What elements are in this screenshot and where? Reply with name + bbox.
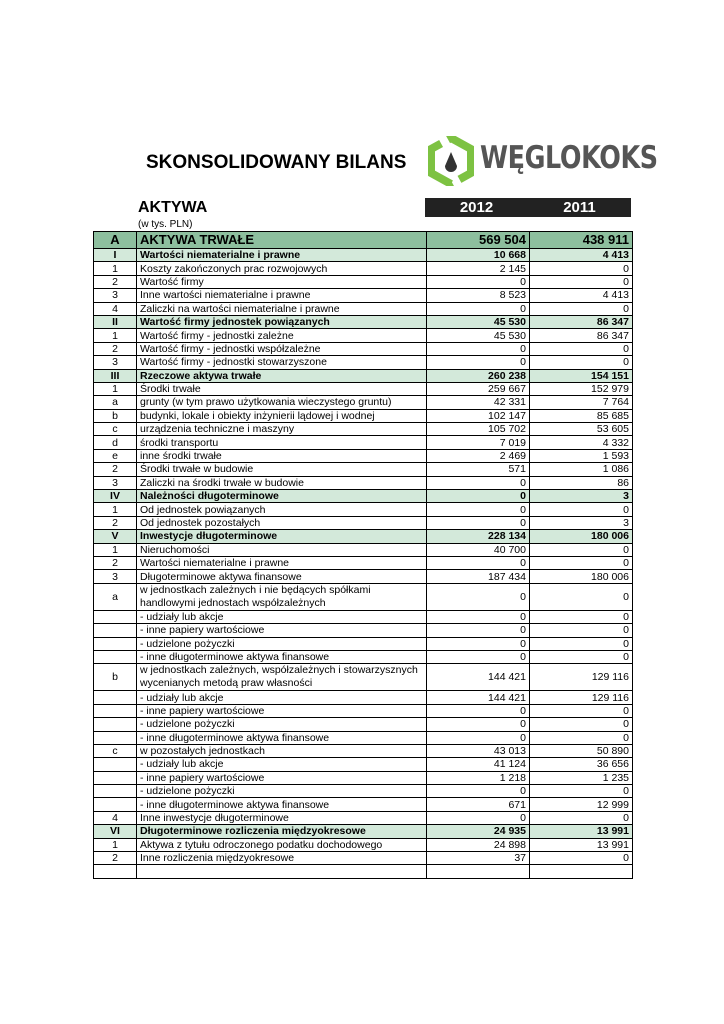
value-2011: 129 116 xyxy=(530,691,633,704)
row-label: - inne papiery wartościowe xyxy=(137,704,427,717)
row-number xyxy=(94,650,137,663)
row-label: w jednostkach zależnych, współzależnych i stowarzysznych wycenianych metodą praw własności xyxy=(137,664,427,691)
row-label: Środki trwałe xyxy=(137,382,427,395)
value-2012: 0 xyxy=(427,718,530,731)
table-row xyxy=(94,302,633,315)
row-label: Nieruchomości xyxy=(137,543,427,556)
table-row xyxy=(94,758,633,771)
row-number: IV xyxy=(94,490,137,503)
logo-text: WĘGLOKOKS xyxy=(480,140,658,176)
value-2011: 86 347 xyxy=(530,329,633,342)
value-2011: 4 332 xyxy=(530,436,633,449)
value-2012: 569 504 xyxy=(427,232,530,249)
row-label: Wartość firmy - jednostki współzależne xyxy=(137,342,427,355)
value-2012: 37 xyxy=(427,852,530,865)
value-2012: 43 013 xyxy=(427,744,530,757)
row-number: 2 xyxy=(94,852,137,865)
row-label: Należności długoterminowe xyxy=(137,490,427,503)
value-2012: 1 218 xyxy=(427,771,530,784)
row-number: c xyxy=(94,423,137,436)
table-row xyxy=(94,275,633,288)
table-row xyxy=(94,356,633,369)
row-number: 3 xyxy=(94,476,137,489)
value-2011: 0 xyxy=(530,543,633,556)
row-label: Zaliczki na wartości niematerialne i prawne xyxy=(137,302,427,315)
row-number: 1 xyxy=(94,838,137,851)
table-row xyxy=(94,490,633,503)
value-2012: 0 xyxy=(427,811,530,824)
value-2011: 0 xyxy=(530,785,633,798)
value-2011: 438 911 xyxy=(530,232,633,249)
value-2011: 180 006 xyxy=(530,530,633,543)
value-2011: 1 235 xyxy=(530,771,633,784)
table-row xyxy=(94,785,633,798)
row-number: 2 xyxy=(94,516,137,529)
row-number: 3 xyxy=(94,570,137,583)
row-label: budynki, lokale i obiekty inżynierii lądowej i wodnej xyxy=(137,409,427,422)
value-2012: 0 xyxy=(427,476,530,489)
row-label: urządzenia techniczne i maszyny xyxy=(137,423,427,436)
value-2012: 105 702 xyxy=(427,423,530,436)
year-2011: 2011 xyxy=(563,199,596,216)
value-2011: 4 413 xyxy=(530,249,633,262)
value-2011: 86 347 xyxy=(530,315,633,328)
row-number: c xyxy=(94,744,137,757)
row-label: Inne inwestycje długoterminowe xyxy=(137,811,427,824)
table-row xyxy=(94,664,633,691)
row-number xyxy=(94,771,137,784)
row-number xyxy=(94,865,137,878)
row-number xyxy=(94,758,137,771)
value-2012: 10 668 xyxy=(427,249,530,262)
table-row xyxy=(94,342,633,355)
value-2011: 0 xyxy=(530,650,633,663)
row-number: 2 xyxy=(94,556,137,569)
value-2012: 0 xyxy=(427,624,530,637)
table-row xyxy=(94,650,633,663)
value-2011: 85 685 xyxy=(530,409,633,422)
value-2012: 187 434 xyxy=(427,570,530,583)
value-2012: 0 xyxy=(427,302,530,315)
row-number: 4 xyxy=(94,811,137,824)
value-2011: 0 xyxy=(530,731,633,744)
row-label: Wartość firmy - jednostki stowarzyszone xyxy=(137,356,427,369)
row-number xyxy=(94,691,137,704)
row-number: 4 xyxy=(94,302,137,315)
row-label: Długoterminowe aktywa finansowe xyxy=(137,570,427,583)
row-label: - inne długoterminowe aktywa finansowe xyxy=(137,650,427,663)
row-number xyxy=(94,718,137,731)
value-2011: 7 764 xyxy=(530,396,633,409)
value-2012 xyxy=(427,865,530,878)
table-row xyxy=(94,423,633,436)
table-row xyxy=(94,825,633,838)
row-label: - inne długoterminowe aktywa finansowe xyxy=(137,731,427,744)
row-label: Od jednostek pozostałych xyxy=(137,516,427,529)
table-row xyxy=(94,691,633,704)
row-number: 3 xyxy=(94,356,137,369)
row-label: - udzielone pożyczki xyxy=(137,637,427,650)
row-label: Wartości niematerialne i prawne xyxy=(137,249,427,262)
row-number: b xyxy=(94,409,137,422)
table-row xyxy=(94,704,633,717)
row-number xyxy=(94,610,137,623)
value-2012: 45 530 xyxy=(427,329,530,342)
row-label: Wartość firmy - jednostki zależne xyxy=(137,329,427,342)
table-row xyxy=(94,865,633,878)
table-row xyxy=(94,409,633,422)
table-row xyxy=(94,798,633,811)
value-2012: 259 667 xyxy=(427,382,530,395)
value-2011: 3 xyxy=(530,490,633,503)
table-row xyxy=(94,329,633,342)
value-2012: 0 xyxy=(427,516,530,529)
table-row xyxy=(94,516,633,529)
value-2012: 8 523 xyxy=(427,289,530,302)
table-row xyxy=(94,583,633,610)
value-2012: 24 935 xyxy=(427,825,530,838)
value-2012: 0 xyxy=(427,704,530,717)
value-2012: 40 700 xyxy=(427,543,530,556)
row-label: Środki trwałe w budowie xyxy=(137,463,427,476)
value-2011: 0 xyxy=(530,583,633,610)
row-number xyxy=(94,785,137,798)
value-2012: 144 421 xyxy=(427,664,530,691)
year-2012: 2012 xyxy=(459,199,494,216)
value-2011: 0 xyxy=(530,637,633,650)
value-2011: 0 xyxy=(530,704,633,717)
row-label xyxy=(137,865,427,878)
row-number: d xyxy=(94,436,137,449)
value-2012: 0 xyxy=(427,275,530,288)
table-row xyxy=(94,476,633,489)
row-number: 1 xyxy=(94,503,137,516)
value-2012: 0 xyxy=(427,342,530,355)
row-number xyxy=(94,624,137,637)
row-label: - udziały lub akcje xyxy=(137,610,427,623)
value-2011: 0 xyxy=(530,852,633,865)
table-row xyxy=(94,852,633,865)
value-2012: 0 xyxy=(427,583,530,610)
value-2012: 2 145 xyxy=(427,262,530,275)
row-number: 1 xyxy=(94,262,137,275)
value-2011: 0 xyxy=(530,610,633,623)
row-label: Wartości niematerialne i prawne xyxy=(137,556,427,569)
row-label: - inne papiery wartościowe xyxy=(137,624,427,637)
table-row xyxy=(94,838,633,851)
table-row xyxy=(94,610,633,623)
value-2011: 1 593 xyxy=(530,449,633,462)
value-2012: 102 147 xyxy=(427,409,530,422)
row-number: b xyxy=(94,664,137,691)
value-2011: 36 656 xyxy=(530,758,633,771)
value-2012: 41 124 xyxy=(427,758,530,771)
value-2011: 154 151 xyxy=(530,369,633,382)
table-row xyxy=(94,315,633,328)
row-label: Inwestycje długoterminowe xyxy=(137,530,427,543)
value-2011 xyxy=(530,865,633,878)
row-number xyxy=(94,731,137,744)
row-number: 3 xyxy=(94,289,137,302)
table-row xyxy=(94,232,633,249)
row-label: Rzeczowe aktywa trwałe xyxy=(137,369,427,382)
row-number: 2 xyxy=(94,342,137,355)
value-2012: 45 530 xyxy=(427,315,530,328)
row-number: 1 xyxy=(94,543,137,556)
value-2011: 0 xyxy=(530,342,633,355)
table-row xyxy=(94,249,633,262)
value-2011: 13 991 xyxy=(530,838,633,851)
row-label: Inne rozliczenia międzyokresowe xyxy=(137,852,427,865)
logo-hexagon-icon xyxy=(428,136,474,186)
row-label: Inne wartości niematerialne i prawne xyxy=(137,289,427,302)
row-label: Zaliczki na środki trwałe w budowie xyxy=(137,476,427,489)
value-2011: 0 xyxy=(530,302,633,315)
row-label: AKTYWA TRWAŁE xyxy=(137,232,427,249)
value-2011: 50 890 xyxy=(530,744,633,757)
row-label: - inne papiery wartościowe xyxy=(137,771,427,784)
value-2012: 0 xyxy=(427,556,530,569)
unit-label: (w tys. PLN) xyxy=(138,219,193,230)
value-2012: 0 xyxy=(427,785,530,798)
value-2011: 0 xyxy=(530,275,633,288)
section-title: AKTYWA xyxy=(138,199,208,216)
row-number: II xyxy=(94,315,137,328)
value-2012: 0 xyxy=(427,503,530,516)
table-row xyxy=(94,624,633,637)
table-row xyxy=(94,731,633,744)
table-row xyxy=(94,396,633,409)
value-2011: 13 991 xyxy=(530,825,633,838)
row-number xyxy=(94,637,137,650)
table-row xyxy=(94,503,633,516)
row-number xyxy=(94,798,137,811)
row-number: I xyxy=(94,249,137,262)
table-row xyxy=(94,262,633,275)
row-number: e xyxy=(94,449,137,462)
value-2011: 0 xyxy=(530,718,633,731)
value-2012: 144 421 xyxy=(427,691,530,704)
value-2012: 24 898 xyxy=(427,838,530,851)
row-label: grunty (w tym prawo użytkowania wieczystego gruntu) xyxy=(137,396,427,409)
value-2012: 42 331 xyxy=(427,396,530,409)
table-row xyxy=(94,637,633,650)
table-row xyxy=(94,289,633,302)
value-2012: 260 238 xyxy=(427,369,530,382)
table-row xyxy=(94,463,633,476)
value-2012: 0 xyxy=(427,610,530,623)
row-number: V xyxy=(94,530,137,543)
table-row xyxy=(94,449,633,462)
table-row xyxy=(94,369,633,382)
value-2011: 129 116 xyxy=(530,664,633,691)
row-label: Aktywa z tytułu odroczonego podatku dochodowego xyxy=(137,838,427,851)
row-label: Długoterminowe rozliczenia międzyokresowe xyxy=(137,825,427,838)
company-logo xyxy=(428,136,658,186)
row-label: Od jednostek powiązanych xyxy=(137,503,427,516)
table-row xyxy=(94,811,633,824)
row-label: - udzielone pożyczki xyxy=(137,785,427,798)
row-number: 1 xyxy=(94,329,137,342)
table-row xyxy=(94,556,633,569)
table-row xyxy=(94,436,633,449)
value-2011: 3 xyxy=(530,516,633,529)
row-label: w pozostałych jednostkach xyxy=(137,744,427,757)
value-2011: 53 605 xyxy=(530,423,633,436)
row-label: inne środki trwałe xyxy=(137,449,427,462)
value-2011: 12 999 xyxy=(530,798,633,811)
value-2012: 0 xyxy=(427,356,530,369)
table-row xyxy=(94,771,633,784)
row-number: 2 xyxy=(94,463,137,476)
row-number: 1 xyxy=(94,382,137,395)
value-2011: 0 xyxy=(530,811,633,824)
balance-table xyxy=(93,231,633,879)
value-2012: 0 xyxy=(427,650,530,663)
value-2011: 0 xyxy=(530,356,633,369)
value-2011: 152 979 xyxy=(530,382,633,395)
row-number: a xyxy=(94,583,137,610)
table-row xyxy=(94,718,633,731)
value-2011: 86 xyxy=(530,476,633,489)
year-header xyxy=(425,198,631,217)
table-row xyxy=(94,530,633,543)
row-label: - udziały lub akcje xyxy=(137,691,427,704)
value-2011: 0 xyxy=(530,503,633,516)
value-2012: 571 xyxy=(427,463,530,476)
row-number: 2 xyxy=(94,275,137,288)
row-number xyxy=(94,704,137,717)
row-label: w jednostkach zależnych i nie będących spółkami handlowymi jednostach współzależnych xyxy=(137,583,427,610)
table-row xyxy=(94,543,633,556)
page-title: SKONSOLIDOWANY BILANS xyxy=(146,152,407,173)
value-2012: 0 xyxy=(427,731,530,744)
value-2011: 0 xyxy=(530,624,633,637)
row-label: - inne długoterminowe aktywa finansowe xyxy=(137,798,427,811)
row-label: Wartość firmy jednostek powiązanych xyxy=(137,315,427,328)
value-2012: 2 469 xyxy=(427,449,530,462)
value-2012: 0 xyxy=(427,637,530,650)
row-label: - udziały lub akcje xyxy=(137,758,427,771)
value-2011: 0 xyxy=(530,556,633,569)
row-number: III xyxy=(94,369,137,382)
value-2011: 0 xyxy=(530,262,633,275)
value-2011: 4 413 xyxy=(530,289,633,302)
value-2012: 7 019 xyxy=(427,436,530,449)
value-2011: 180 006 xyxy=(530,570,633,583)
value-2011: 1 086 xyxy=(530,463,633,476)
table-row xyxy=(94,744,633,757)
table-row xyxy=(94,570,633,583)
row-number: a xyxy=(94,396,137,409)
row-label: środki transportu xyxy=(137,436,427,449)
value-2012: 228 134 xyxy=(427,530,530,543)
row-number: A xyxy=(94,232,137,249)
row-label: - udzielone pożyczki xyxy=(137,718,427,731)
row-label: Koszty zakończonych prac rozwojowych xyxy=(137,262,427,275)
value-2012: 671 xyxy=(427,798,530,811)
table-row xyxy=(94,382,633,395)
row-number: VI xyxy=(94,825,137,838)
value-2012: 0 xyxy=(427,490,530,503)
row-label: Wartość firmy xyxy=(137,275,427,288)
